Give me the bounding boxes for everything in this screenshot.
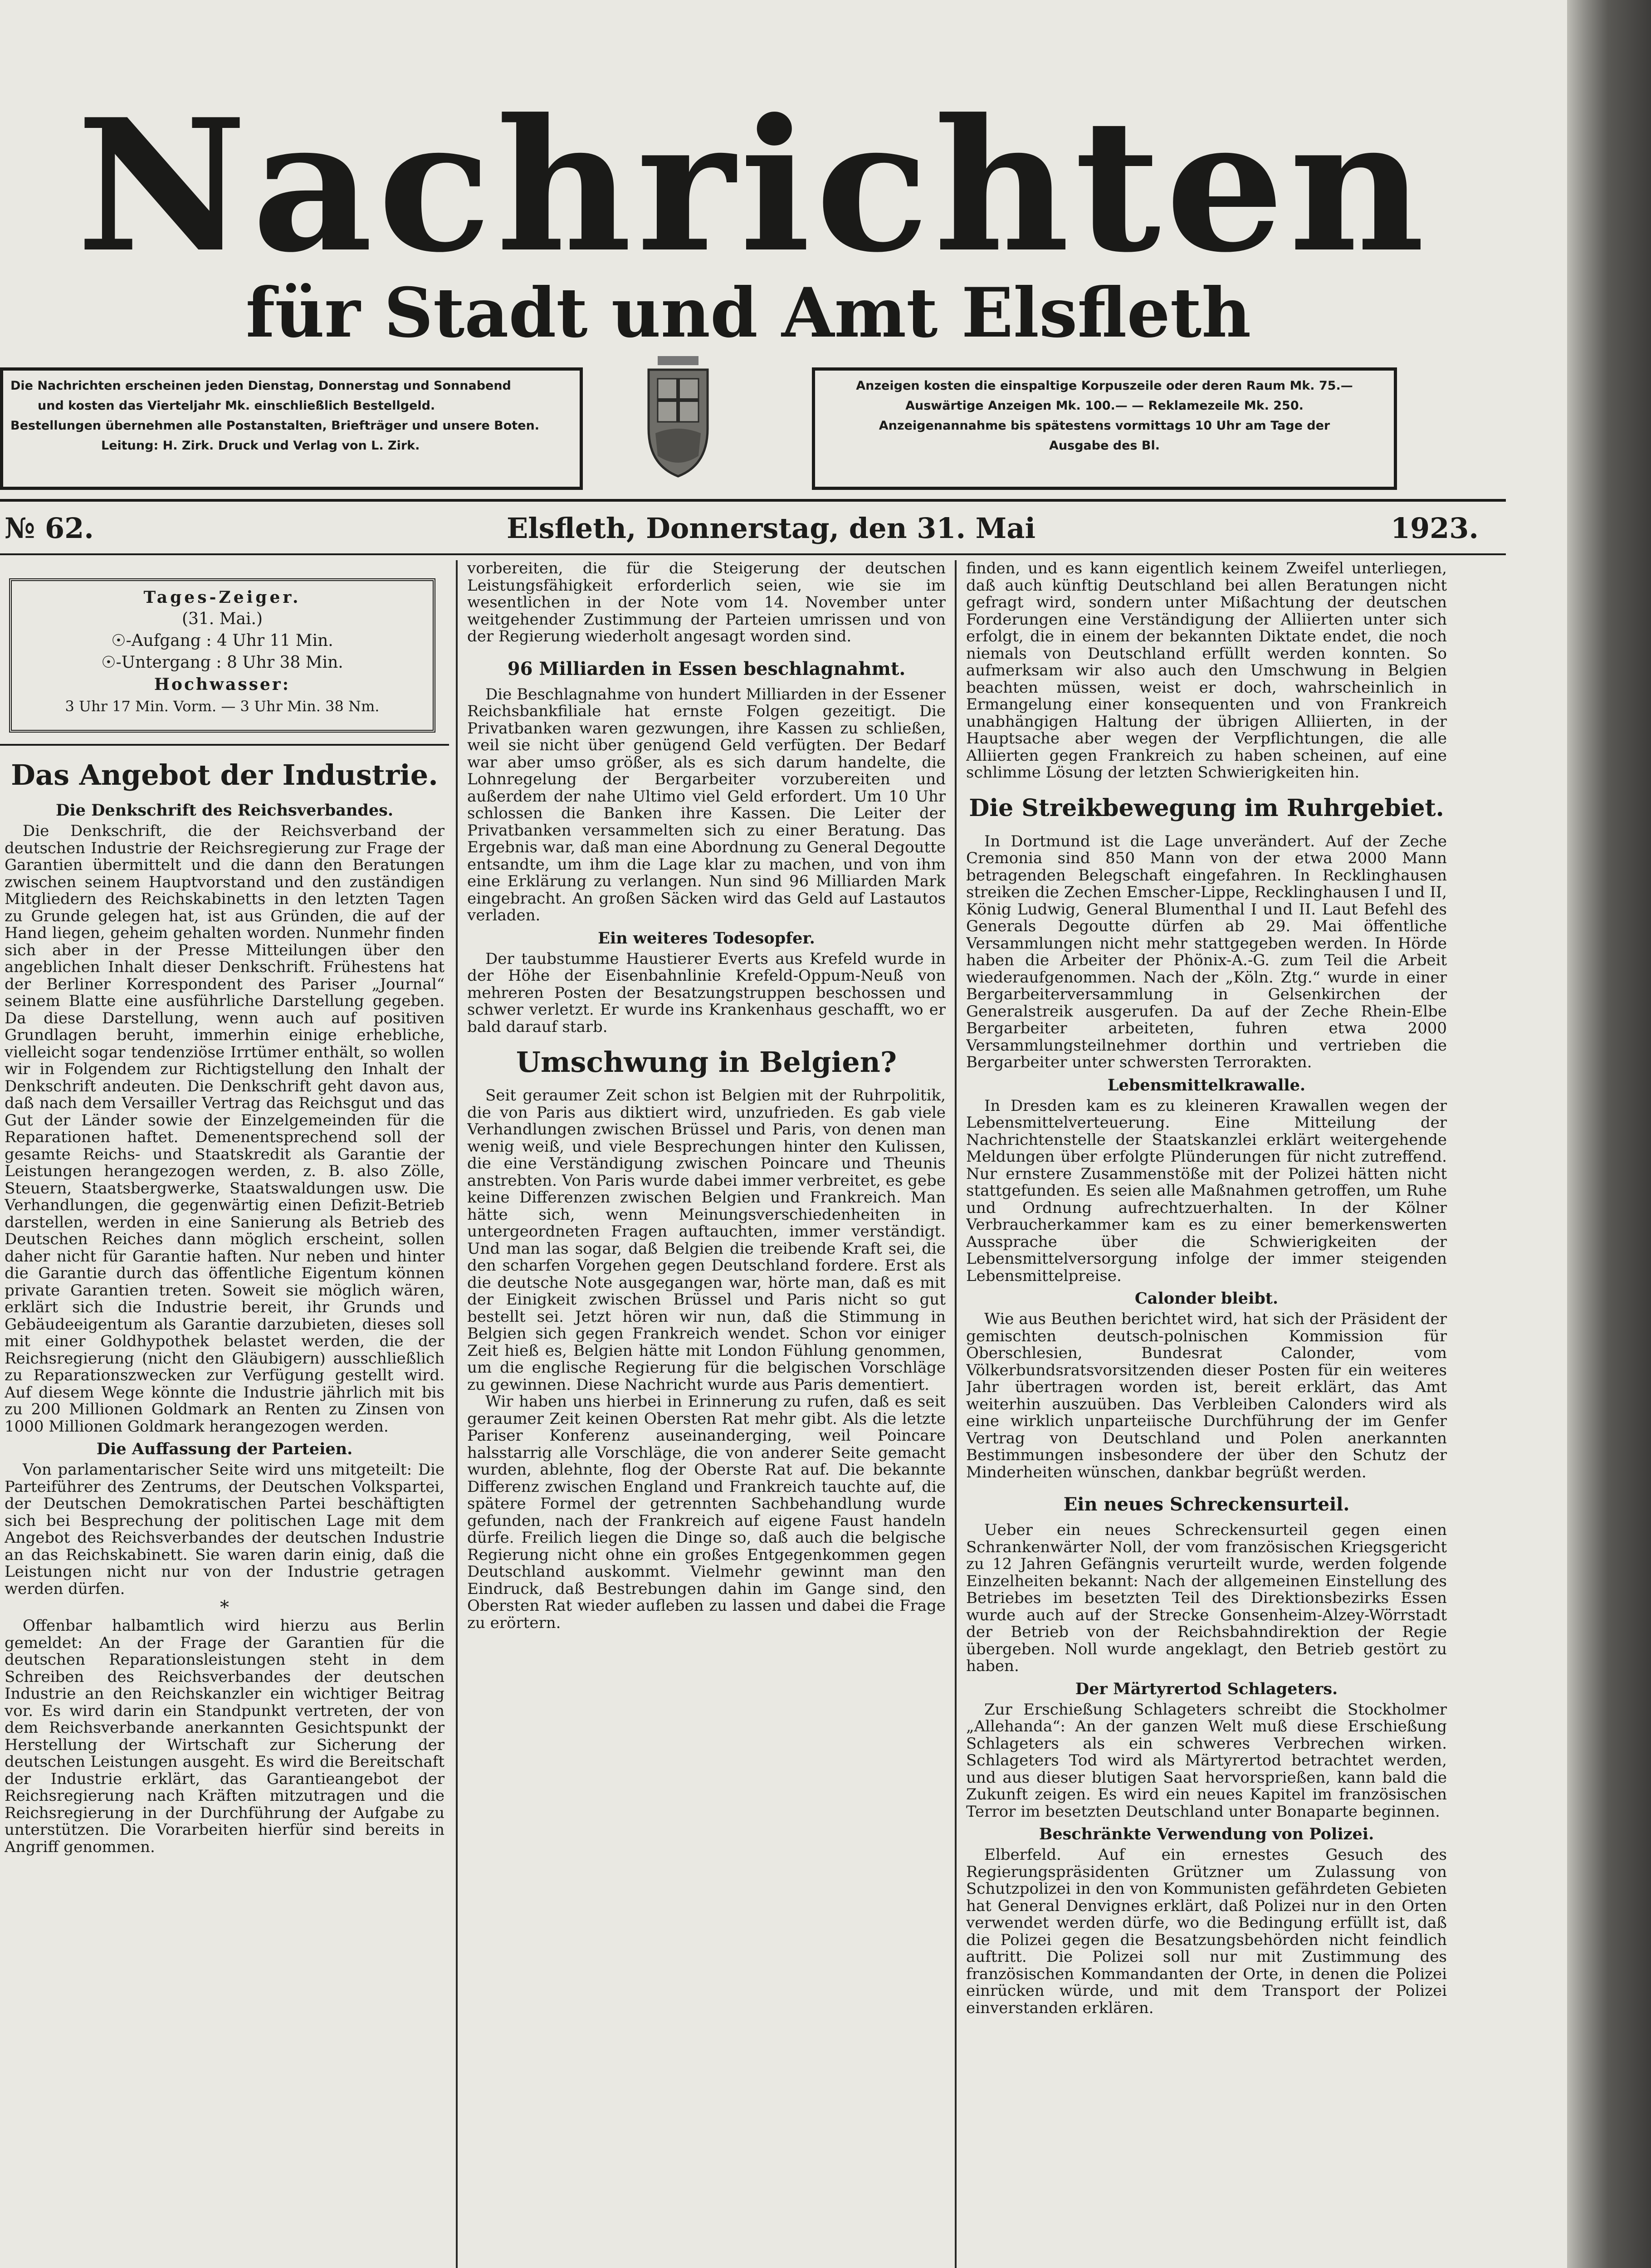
subscription-info-box [0,367,583,490]
article-paragraph: Der taubstumme Haustierer Everts aus Krefeld wurde in der Höhe der Eisenbahnlinie Krefeld-Oppum-Neuß von mehreren Posten der Besatzungstruppen beschossen und schwer verletzt. Er wurde ins Krankenhaus geschafft, wo er bald darauf starb. [467,949,946,1036]
tages-zeiger-box [9,578,435,733]
subheading-todesopfer: Ein weiteres Todesopfer. [598,929,815,948]
info-right-line-2: Auswärtige Anzeigen Mk. 100.— — Reklamezeile Mk. 250. [905,399,1304,413]
book-binding-edge [1567,0,1651,2268]
dateline: Elsfleth, Donnerstag, den 31. Mai [506,512,1036,545]
column-1 [5,748,444,2268]
article-paragraph: Ueber ein neues Schreckensurteil gegen einen Schrankenwärter Noll, der vom französischen Kriegsgericht zu 12 Jahren Gefängnis verurteilt wurde, werden folgende Einzelheiten bekannt: Nach der allgemeinen Einstellung des Betriebes im besetzten Teil des Direktionsbezirks Essen wurde auch auf der Strecke Gonsenheim-Alzey-Wörrstadt der Betrieb von der Reichsbahndirektion der Regie übergeben. Noll wurde angeklagt, den Betrieb gestört zu haben. [966,1521,1447,1675]
column-divider-1 [456,560,458,2268]
dateline-rule [0,553,1506,555]
article-paragraph: Von parlamentarischer Seite wird uns mitgeteilt: Die Parteiführer des Zentrums, der Deutschen Volkspartei, der Deutschen Demokratischen Partei beschäftigten sich bei Besprechung der politischen Lage mit dem Angebot des Reichsverbandes der deutschen Industrie an das Reichskabinett. Sie waren darin einig, daß die Leistungen nicht nur von der Industrie getragen werden dürfen. [5,1461,444,1598]
sunset-time: ☉-Untergang : 8 Uhr 38 Min. [101,653,343,672]
column-3 [966,560,1447,2268]
article-headline-schreckensurteil: Ein neues Schreckensurteil. [1063,1494,1350,1515]
article-headline-industrie: Das Angebot der Industrie. [11,758,438,792]
masthead-title: Nachrichten [76,79,1430,293]
day-box-date: (31. Mai.) [181,610,263,628]
subheading-polizei: Beschränkte Verwendung von Polizei. [1039,1825,1374,1843]
day-box-title: Tages-Zeiger. [143,588,301,607]
article-paragraph: Zur Erschießung Schlageters schreibt die Stockholmer „Allehanda“: An der ganzen Welt muß diese Erschießung Schlageters als ein schweres Verbrechen wirken. Schlageters Tod wird als Märtyrertod betrachtet werden, und aus dieser blutigen Saat hervorsprießen, kann bald die Zukunft zeigen. Es wird ein neues Kapitel im französischen Terror im besetzten Deutschland unter Bonaparte beginnen. [966,1700,1447,1821]
info-left-line-3: Bestellungen übernehmen alle Postanstalten, Briefträger und unsere Boten. [10,419,539,433]
article-paragraph: Wie aus Beuthen berichtet wird, hat sich der Präsident der gemischten deutsch-polnischen Kommission für Oberschlesien, Bundesrat Calonder, vom Völkerbundsratsvorsitzenden dieser Posten für ein weiteres Jahr übertragen worden ist, bereit erklärt, das Amt weiterhin auszuüben. Das Verbleiben Calonders wird als eine wirklich unparteiische Durchführung der im Genfer Vertrag von Deutschland und Polen anerkannten Bestimmungen insbesondere der über den Schutz der Minderheiten wünschen, dankbar begrüßt werden. [966,1310,1447,1481]
sunrise-time: ☉-Aufgang : 4 Uhr 11 Min. [111,631,333,650]
article-paragraph: vorbereiten, die für die Steigerung der deutschen Leistungsfähigkeit erforderlich seien, wie sie im wesentlichen in der Note vom 14. November unter weitgehender Zustimmung der Parteien umrissen und von der Regierung wiederholt angesagt worden sind. [467,560,946,645]
column-2 [467,560,946,2268]
article-paragraph: Elberfeld. Auf ein ernestes Gesuch des Regierungspräsidenten Grützner um Zulassung von Schutzpolizei in den von Kommunisten gefährdeten Gebieten hat General Denvignes erklärt, daß Polizei nur in den Orten verwendet werden dürfe, wo die Bedingung erfüllt ist, daß die Polizei gegen die Besatzungsbehörden nicht feindlich auftritt. Die Polizei soll nur mit Zustimmung des französischen Kommandanten der Orte, in denen die Polizei einrücken würde, und mit dem Transport der Polizei einverstanden erklären. [966,1846,1447,2017]
article-paragraph: Die Denkschrift, die der Reichsverband der deutschen Industrie der Reichsregierung zur Frage der Garantien übermittelt und die dann den Beratungen zwischen seinem Hauptvorstand und den zuständigen Mitgliedern des Reichskabinetts in den letzten Tagen zu Grunde gelegen hat, ist aus Gründen, die auf der Hand liegen, geheim gehalten worden. Nunmehr finden sich aber in der Presse Mitteilungen über den angeblichen Inhalt dieser Denkschrift. Frühestens hat der Berliner Korrespondent des Pariser „Journal“ seinem Blatte eine ausführliche Darstellung gegeben. Da diese Darstellung, wenn auch auf positiven Grundlagen beruht, immerhin einige erhebliche, vielleicht sogar tendenziöse Irrtümer enthält, so wollen wir in Folgendem zur Richtigstellung den Inhalt der Denkschrift andeuten. Die Denkschrift geht davon aus, daß nach dem Versailler Vertrag das Reichsgut und das Gut der Länder sowie der Einzelgemeinden für die Reparationen haftet. Demenentsprechend soll der gesamte Reichs- und Staatskredit als Garantie der Leistungen herangezogen werden, z. B. also Zölle, Steuern, Staatsbergwerke, Staatswaldungen usw. Die Verhandlungen, die gegenwärtig einen Defizit-Betrieb darstellen, werden in eine Sanierung als Betrieb des Deutschen Reiches dann möglich erscheint, sollen daher nicht für Garantie haften. Nur neben und hinter die Garantie durch das öffentliche Eigentum können private Garantien treten. Soweit sie möglich wären, erklärt sich die Industrie bereit, ihr Grunds und Gebäudeeigentum als Garantie darzubieten, dieses soll mit einer Goldhypothek belastet werden, die der Reichsregierung (nicht den Gläubigern) ausschließlich zu Reparationszwecken zur Verfügung gestellt wird. Auf diesem Wege könnte die Industrie jährlich mit bis zu 200 Millionen Goldmark an Renten zu Zinsen von 1000 Millionen Goldmark herangezogen werden. [5,822,444,1436]
info-left-line-2: und kosten das Vierteljahr Mk. einschließlich Bestellgeld. [38,399,435,413]
article-paragraph: Seit geraumer Zeit schon ist Belgien mit der Ruhrpolitik, die von Paris aus diktiert wird, unzufrieden. Es gab viele Verhandlungen zwischen Brüssel und Paris, von denen man wenig weiß, und viele Besprechungen hinter den Kulissen, die eine Verständigung zwischen Poincare und Theunis anstrebten. Von Paris wurde dabei immer verbreitet, es gebe keine Differenzen zwischen Belgien und Frankreich. Man hätte sich, wenn Meinungsverschiedenheiten in untergeordneten Fragen auftauchten, immer verständigt. Und man las sogar, daß Belgien die treibende Kraft sei, die den scharfen Vorgehen gegen Deutschland fordere. Erst als die deutsche Note ausgegangen war, hörte man, daß es mit der Einigkeit zwischen Brüssel und Paris nicht so gut bestellt sei. Jetzt hören wir nun, daß die Stimmung in Belgien sich gegen Frankreich wendet. Schon vor einiger Zeit hieß es, Belgien hätte mit London Fühlung genommen, um die englische Regierung für die belgischen Vorschläge zu gewinnen. Diese Nachricht wurde aus Paris dementiert. [467,1086,946,1394]
info-right-line-1: Anzeigen kosten die einspaltige Korpuszeile oder deren Raum Mk. 75.— [856,379,1353,393]
article-paragraph: Offenbar halbamtlich wird hierzu aus Berlin gemeldet: An der Frage der Garantien für die deutschen Reparationsleistungen steht in dem Schreiben des Reichsverbandes der deutschen Industrie an den Reichskanzler ein wichtiger Beitrag vor. Es wird darin ein Standpunkt vertreten, der von dem Reichsverbande anerkannten Gesichtspunkt der Herstellung der Wirtschaft zur Sicherung der deutschen Leistungen ausgeht. Es wird die Bereitschaft der Industrie erklärt, das Garantieangebot der Reichsregierung nach Kräften mitzutragen und die Reichsregierung in der Durchführung der Aufgabe zu unterstützen. Die Vorarbeiten hierfür sind bereits in Angriff genommen. [5,1617,444,1856]
top-rule [0,499,1506,502]
article-paragraph: Die Beschlagnahme von hundert Milliarden in der Essener Reichsbankfiliale hat ernste Folgen gezeitigt. Die Privatbanken waren gezwungen, ihre Kassen zu schließen, weil sie nicht über genügend Geld verfügten. Der Bedarf war aber umso größer, als es sich darum handelte, die Lohnregelung der Bergarbeiter vorzubereiten und außerdem der nahe Ultimo viel Geld erfordert. Um 10 Uhr schlossen die Banken ihre Kassen. Die Leiter der Privatbanken versammelten sich zu einer Beratung. Das Ergebnis war, daß man eine Abordnung zu General Degoutte entsandte, um ihm die Lage klar zu machen, und von ihm eine Erklärung zu verlangen. Nun sind 96 Milliarden Mark eingebracht. An großen Säcken wird das Geld auf Lastautos verladen. [467,685,946,924]
article-paragraph: In Dresden kam es zu kleineren Krawallen wegen der Lebensmittelverteuerung. Eine Mitteilung der Nachrichtenstelle der Staatskanzlei erklärt weitergehende Meldungen über erfolgte Plünderungen für nicht zutreffend. Nur ernstere Zusammenstöße mit der Polizei hätten nicht stattgefunden. Es seien alle Maßnahmen getroffen, um Ruhe und Ordnung aufrechtzuerhalten. In der Kölner Verbraucherkammer kam es zu einer bemerkenswerten Aussprache über die Schwierigkeiten der Lebensmittelversorgung infolge der immer steigenden Lebensmittelpreise. [966,1096,1447,1285]
masthead-subtitle: für Stadt und Amt Elsfleth [245,273,1251,353]
subheading-denkschrift: Die Denkschrift des Reichsverbandes. [55,801,394,820]
advertising-info-box [812,367,1397,490]
section-star: * [220,1597,229,1618]
subheading-parteien: Die Auffassung der Parteien. [96,1440,353,1458]
column-divider-2 [955,560,957,2268]
article-headline-streik: Die Streikbewegung im Ruhrgebiet. [969,794,1444,822]
article-paragraph: Wir haben uns hierbei in Erinnerung zu rufen, daß es seit geraumer Zeit keinen Obersten Rat mehr gibt. Als die letzte Pariser Konferenz auseinanderging, weil Poincare halsstarrig alle Vorschläge, die von anderer Seite gemacht wurden, ablehnte, flog der Oberste Rat auf. Die bekannte Differenz zwischen England und Frankreich tauchte auf, die spätere Formel der getrennten Sachbehandlung wurde gefunden, nach der Frankreich auf eigene Faust handeln dürfe. Freilich liegen die Dinge so, daß auch die belgische Regierung nicht ohne ein großes Entgegenkommen gegen Deutschland auskommt. Vielmehr gewinnt man den Eindruck, daß Bestrebungen dahin im Gange sind, den Obersten Rat wieder aufleben zu lassen und dabei die Frage zu erörtern. [467,1393,946,1632]
subheading-schlageter: Der Märtyrertod Schlageters. [1075,1679,1338,1698]
subheading-calonder: Calonder bleibt. [1134,1289,1279,1308]
article-paragraph: In Dortmund ist die Lage unverändert. Auf der Zeche Cremonia sind 850 Mann von der etwa 2000 Mann betragenden Belegschaft eingefahren. In Recklinghausen streiken die Zechen Emscher-Lippe, Recklinghausen I und II, König Ludwig, General Blumenthal I und II. Laut Befehl des Generals Degoutte dürfen ab 29. Mai öffentliche Versammlungen nicht mehr stattgegeben werden. In Hörde haben die Arbeiter der Phönix-A.-G. zum Teil die Arbeit wiederaufgenommen. Nach der „Köln. Ztg.“ wurde in einer Bergarbeiterversammlung in Gelsenkirchen der Generalstreik ausgerufen. Da auf der Zeche Rhein-Elbe Bergarbeiter arbeiteten, fuhren etwa 2000 Versammlungsteilnehmer dorthin und vertrieben die Bergarbeiter unter schwersten Terrorakten. [966,832,1447,1071]
issue-year: 1923. [1390,512,1479,545]
tide-times: 3 Uhr 17 Min. Vorm. — 3 Uhr Min. 38 Nm. [65,698,380,715]
info-right-line-3: Anzeigenannahme bis spätestens vormittags 10 Uhr am Tage der [879,419,1330,433]
tide-title: Hochwasser: [154,675,291,694]
article-headline-essen: 96 Milliarden in Essen beschlagnahmt. [507,658,906,679]
info-left-line-1: Die Nachrichten erscheinen jeden Dienstag, Donnerstag und Sonnabend [10,379,511,393]
article-paragraph: finden, und es kann eigentlich keinem Zweifel unterliegen, daß auch künftig Deutschland bei allen Beratungen nicht gefragt wird, sondern unter Mißachtung der deutschen Forderungen eine Verständigung der Alliierten unter sich erfolgt, die in einem der bekannten Diktate endet, die noch niemals von Deutschland erfüllt werden konnten. So aufmerksam wir also auch den Umschwung in Belgien beachten müssen, weist er doch, wahrscheinlich in Ermangelung einer konsequenten und von Frankreich unabhängigen Haltung der übrigen Alliierten, in der Hauptsache aber wegen der Verpflichtungen, die alle Alliierten gegen Frankreich zu haben scheinen, auf eine schlimme Lösung der letzten Schwierigkeiten hin. [966,560,1447,782]
issue-number: № 62. [5,512,94,545]
subheading-lebensmittel: Lebensmittelkrawalle. [1107,1075,1306,1095]
info-right-line-4: Ausgabe des Bl. [1049,439,1160,453]
town-crest-icon [644,356,712,479]
info-left-line-4: Leitung: H. Zirk. Druck und Verlag von L. Zirk. [101,439,420,453]
daybox-rule [0,744,449,746]
article-headline-belgien: Umschwung in Belgien? [516,1046,897,1079]
